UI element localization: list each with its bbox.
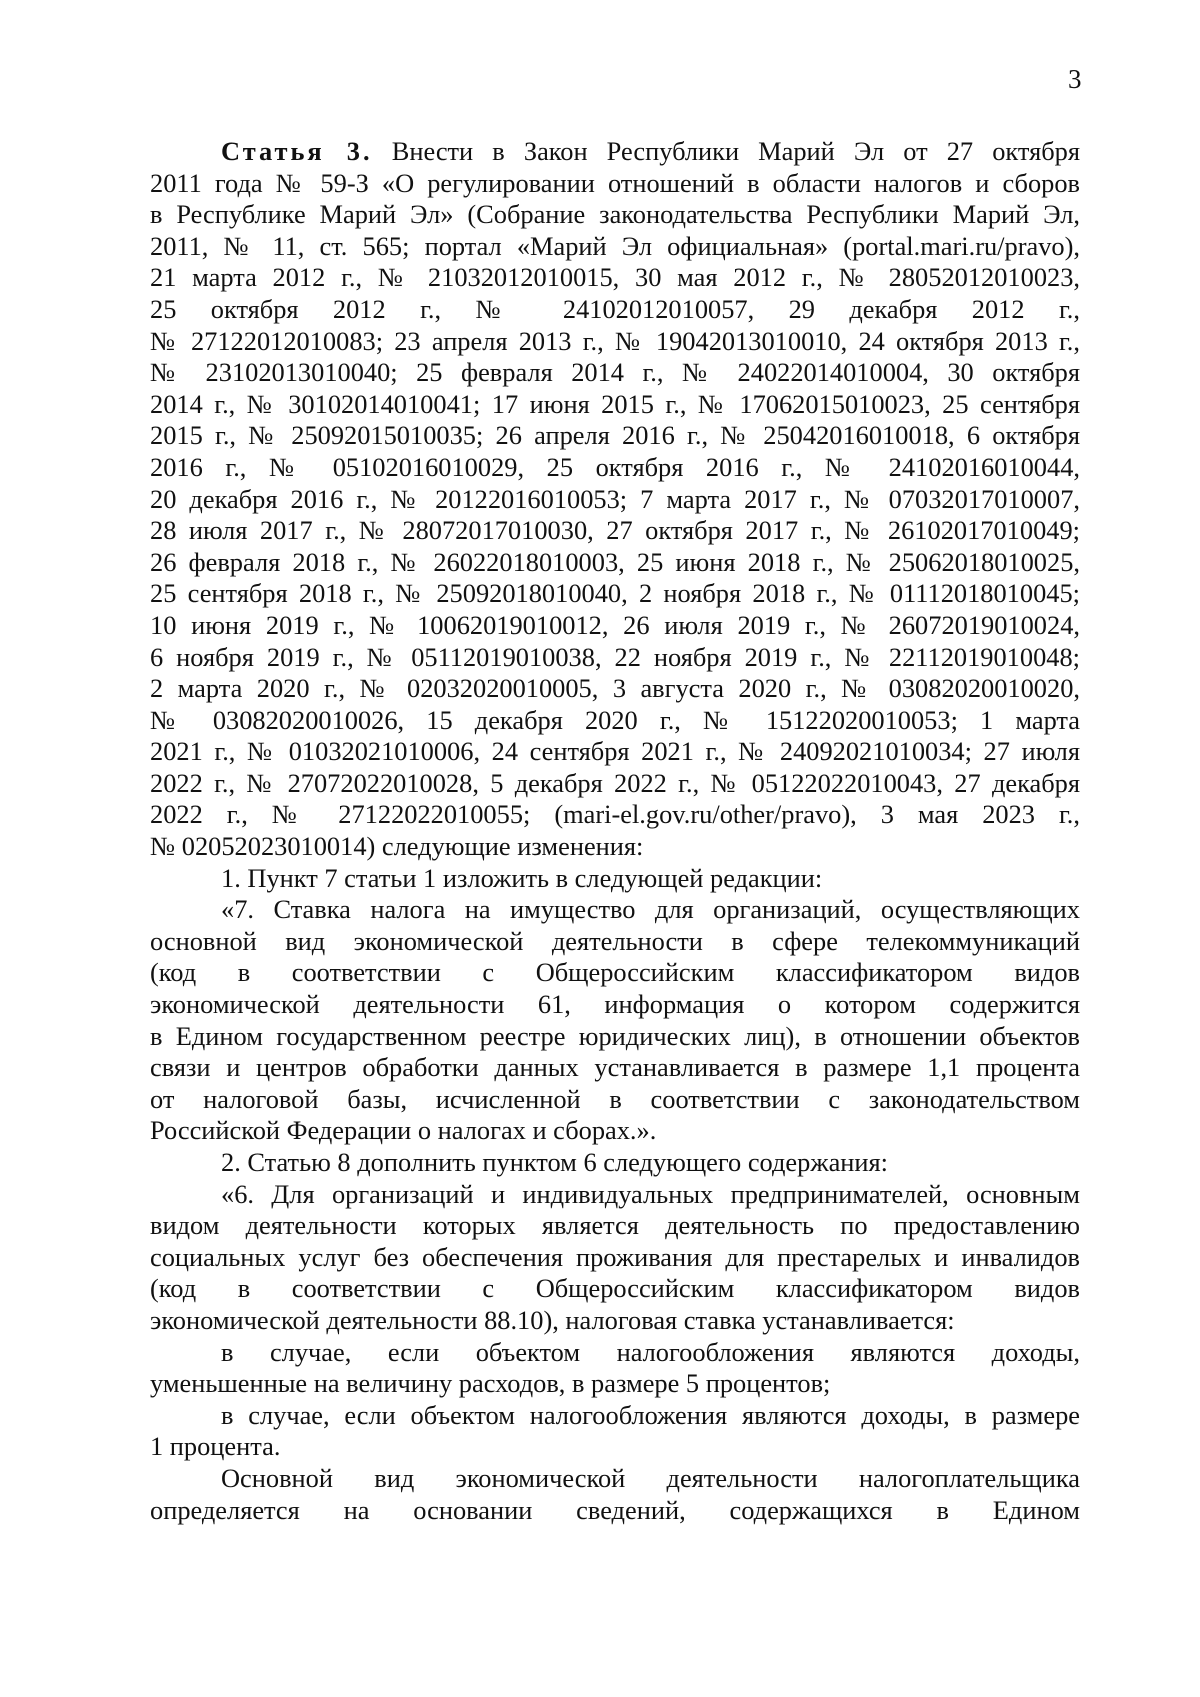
article-line: 2022 г., № 27072022010028, 5 декабря 2022 г., № 05122022010043, 27 декабря [150,767,1080,798]
case2-last-line: 1 процента. [150,1431,281,1462]
article-line: 2011 года № 59-З «О регулировании отношений в области налогов и сборов [150,167,1080,198]
final-first-line: Основной вид экономической деятельности налогоплательщика [221,1462,1080,1493]
item2-heading: 2. Статью 8 дополнить пунктом 6 следующего содержания: [221,1147,888,1177]
article-line: № 23102013010040; 25 февраля 2014 г., № 24022014010004, 30 октября [150,357,1080,388]
article-line: 20 декабря 2016 г., № 20122016010053; 7 марта 2017 г., № 07032017010007, [150,483,1080,514]
article-line: 28 июля 2017 г., № 28072017010030, 27 октября 2017 г., № 26102017010049; [150,515,1080,546]
document-body [150,136,1080,1526]
article-line: 2 марта 2020 г., № 02032020010005, 3 августа 2020 г., № 03082020010020, [150,673,1080,704]
case1-first-line: в случае, если объектом налогообложения являются доходы, [221,1336,1080,1367]
article-line: 2022 г., № 27122022010055; (mari-el.gov.ru/other/pravo), 3 мая 2023 г., [150,799,1080,830]
article-line: № 03082020010026, 15 декабря 2020 г., № 15122020010053; 1 марта [150,704,1080,735]
article-first-line [150,136,1080,168]
article-line: 26 февраля 2018 г., № 26022018010003, 25 июня 2018 г., № 25062018010025, [150,546,1080,577]
page-number: 3 [1068,64,1082,94]
item2-line: социальных услуг без обеспечения проживания для престарелых и инвалидов [150,1241,1080,1272]
final-last-line: определяется на основании сведений, содержащихся в Едином [150,1494,1080,1525]
item2-first-line: «6. Для организаций и индивидуальных предпринимателей, основным [221,1178,1080,1209]
article-line: 2014 г., № 30102014010041; 17 июня 2015 г., № 17062015010023, 25 сентября [150,388,1080,419]
item2-line: видом деятельности которых является деятельность по предоставлению [150,1210,1080,1241]
article-last-line: № 02052023010014) следующие изменения: [150,831,644,862]
item1-line: связи и центров обработки данных устанавливается в размере 1,1 процента [150,1052,1080,1083]
article-first-line-text: Внести в Закон Республики Марий Эл от 27 октября [391,136,1080,166]
article-line: 2011, № 11, ст. 565; портал «Марий Эл официальная» (portal.mari.ru/pravo), [150,230,1080,261]
item1-line: (код в соответствии с Общероссийским классификатором видов [150,957,1080,988]
item1-last-line: Российской Федерации о налогах и сборах.». [150,1115,657,1146]
item1-first-line: «7. Ставка налога на имущество для организаций, осуществляющих [221,894,1080,925]
case2-first-line: в случае, если объектом налогообложения являются доходы, в размере [221,1399,1080,1430]
case1-last-line: уменьшенные на величину расходов, в размере 5 процентов; [150,1368,831,1399]
article-line: № 27122012010083; 23 апреля 2013 г., № 19042013010010, 24 октября 2013 г., [150,325,1080,356]
article-line: 2021 г., № 01032021010006, 24 сентября 2021 г., № 24092021010034; 27 июля [150,736,1080,767]
article-line: 25 сентября 2018 г., № 25092018010040, 2 ноября 2018 г., № 01112018010045; [150,578,1080,609]
article-label: Статья 3. [221,136,373,166]
item1-line: в Едином государственном реестре юридических лиц), в отношении объектов [150,1020,1080,1051]
article-line: 6 ноября 2019 г., № 05112019010038, 22 ноября 2019 г., № 22112019010048; [150,641,1080,672]
article-line: 2015 г., № 25092015010035; 26 апреля 2016 г., № 25042016010018, 6 октября [150,420,1080,451]
item1-line: экономической деятельности 61, информация о котором содержится [150,989,1080,1020]
article-line: 21 марта 2012 г., № 21032012010015, 30 мая 2012 г., № 28052012010023, [150,262,1080,293]
item1-line: от налоговой базы, исчисленной в соответствии с законодательством [150,1083,1080,1114]
article-line: в Республике Марий Эл» (Собрание законодательства Республики Марий Эл, [150,199,1080,230]
item1-line: основной вид экономической деятельности в сфере телекоммуникаций [150,925,1080,956]
item2-last-line: экономической деятельности 88.10), налоговая ставка устанавливается: [150,1304,955,1335]
item2-line: (код в соответствии с Общероссийским классификатором видов [150,1273,1080,1304]
article-line: 25 октября 2012 г., № 24102012010057, 29 декабря 2012 г., [150,293,1080,324]
item1-heading: 1. Пункт 7 статьи 1 изложить в следующей редакции: [221,862,823,893]
article-line: 2016 г., № 05102016010029, 25 октября 2016 г., № 24102016010044, [150,451,1080,482]
article-line: 10 июня 2019 г., № 10062019010012, 26 июля 2019 г., № 26072019010024, [150,609,1080,640]
